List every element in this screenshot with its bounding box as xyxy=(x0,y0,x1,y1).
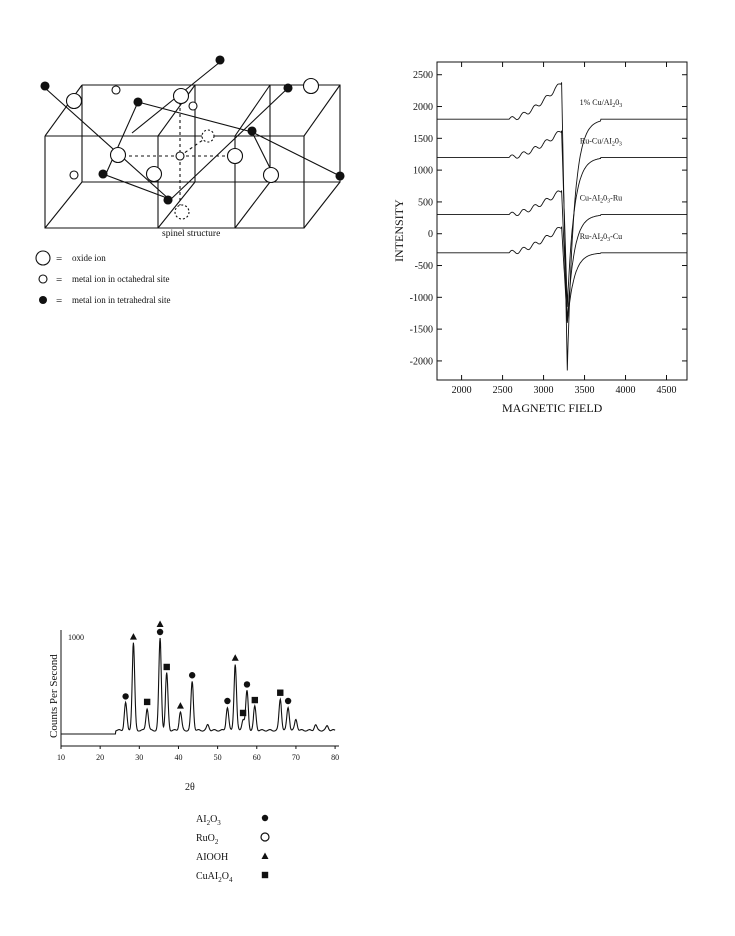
epr-ytick-label: 1000 xyxy=(413,165,433,177)
xrd-xtick-label: 60 xyxy=(252,753,261,762)
xrd-legend-label-part: 2 xyxy=(206,819,211,827)
epr-series-label xyxy=(580,194,622,205)
oxide-ion xyxy=(228,149,243,164)
epr-ylabel: INTENSITY xyxy=(392,199,406,262)
epr-label-part: 0 xyxy=(603,193,608,203)
xrd-peak-marker xyxy=(277,690,283,696)
tetrahedral-ion xyxy=(134,98,142,106)
tetrahedral-ion xyxy=(99,170,107,178)
epr-xtick-label: 4000 xyxy=(615,385,636,396)
epr-label-part: 2 xyxy=(612,103,616,110)
epr-series-line xyxy=(437,191,687,321)
tetrahedral-legend-symbol xyxy=(39,296,47,304)
xrd-legend-label xyxy=(196,833,219,846)
xrd-legend-label-part: AIOOH xyxy=(196,852,229,863)
epr-ytick-label: 0 xyxy=(428,229,433,241)
xrd-xtick-label: 50 xyxy=(213,753,222,762)
xrd-legend-label-part: 2 xyxy=(218,876,222,884)
legend-oxide-label: oxide ion xyxy=(72,253,106,263)
epr-label-part: 0 xyxy=(603,231,608,241)
xrd-legend-label-part: 4 xyxy=(228,876,233,884)
spinel-atoms xyxy=(41,56,344,219)
xrd-legend-label-part: O xyxy=(221,871,229,882)
epr-ytick-label: 500 xyxy=(418,197,433,209)
epr-label-part: 3 xyxy=(618,141,622,148)
xrd-legend-label-part: CuAI xyxy=(196,871,219,882)
xrd-xtick-label: 30 xyxy=(135,753,144,762)
epr-ytick-label: -1500 xyxy=(409,324,433,336)
tetrahedral-ion xyxy=(284,84,292,92)
xrd-legend-label-part: 2 xyxy=(214,838,219,846)
octahedral-ion xyxy=(112,86,120,94)
xrd-legend-label-part: O xyxy=(210,814,218,825)
xrd-peak-marker xyxy=(285,698,291,704)
octahedral-ion xyxy=(176,152,184,160)
epr-label-part: 2 xyxy=(611,141,615,148)
epr-label-part: 2 xyxy=(600,198,604,205)
xrd-legend-label-part: RuO xyxy=(196,833,215,844)
octahedral-ion xyxy=(202,130,214,142)
oxide-ion xyxy=(111,148,126,163)
xrd-peak-marker xyxy=(252,697,258,703)
epr-label-part: 3 xyxy=(619,103,623,110)
xrd-legend-marker xyxy=(262,815,268,821)
epr-series-line xyxy=(437,131,687,307)
octahedral-ion xyxy=(70,171,78,179)
spinel-caption: spinel structure xyxy=(162,229,221,239)
epr-label-part: Ru-AI xyxy=(579,231,601,241)
epr-series-line xyxy=(437,82,687,370)
xrd-legend-label-part: AI xyxy=(196,814,207,825)
legend-tetrahedral-label: metal ion in tetrahedral site xyxy=(72,295,171,305)
epr-xtick-label: 4500 xyxy=(656,385,677,396)
epr-series-label xyxy=(580,98,623,109)
oxide-ion xyxy=(264,168,279,183)
epr-label-part: 2 xyxy=(600,236,604,243)
tetrahedral-ion xyxy=(248,127,256,135)
xrd-peak-marker xyxy=(157,629,163,635)
epr-ytick-label: 2500 xyxy=(413,70,433,82)
xrd-peak-marker xyxy=(232,654,239,661)
epr-label-part: 3 xyxy=(607,198,611,205)
xrd-chart xyxy=(40,618,350,898)
xrd-legend xyxy=(196,814,269,884)
tetrahedral-ion xyxy=(216,56,224,64)
oxide-ion xyxy=(174,89,189,104)
xrd-peak-marker xyxy=(244,681,250,687)
spinel-legend xyxy=(36,251,170,307)
octahedral-ion xyxy=(189,102,197,110)
xrd-xtick-label: 20 xyxy=(96,753,105,762)
xrd-xtick-label: 80 xyxy=(331,753,340,762)
xrd-xtick-label: 40 xyxy=(174,753,183,762)
xrd-peak-marker xyxy=(224,698,230,704)
xrd-legend-label xyxy=(196,871,233,884)
xrd-ytick-1000: 1000 xyxy=(68,633,84,642)
epr-series-line xyxy=(437,227,687,323)
epr-series-label xyxy=(580,136,622,147)
epr-label-part: Ru-Cu/AI xyxy=(579,136,612,146)
epr-ytick-label: 1500 xyxy=(413,133,433,145)
epr-label-part: 1% Cu/AI xyxy=(579,98,613,108)
legend-eq: = xyxy=(56,253,63,265)
xrd-legend-label xyxy=(196,814,221,827)
xrd-peak-marker xyxy=(164,664,170,670)
xrd-peak-marker xyxy=(144,699,150,705)
epr-xlabel: MAGNETIC FIELD xyxy=(502,401,603,415)
spinel-lattice xyxy=(45,62,340,228)
legend-eq: = xyxy=(56,295,63,307)
epr-label-part: -Cu xyxy=(610,231,623,241)
epr-ytick-label: -1000 xyxy=(409,292,433,304)
epr-chart xyxy=(385,50,705,425)
xrd-ylabel: Counts Per Second xyxy=(48,654,60,738)
oxide-ion xyxy=(304,79,319,94)
xrd-peak-marker xyxy=(122,693,128,699)
xrd-pattern-line xyxy=(61,638,335,734)
xrd-legend-label-part: 3 xyxy=(217,819,221,827)
xrd-xtick-label: 10 xyxy=(57,753,65,762)
xrd-legend-label xyxy=(196,852,228,863)
epr-label-part: Cu-AI xyxy=(579,193,601,203)
epr-series-label xyxy=(580,232,622,243)
xrd-legend-marker xyxy=(261,833,269,841)
oxide-ion xyxy=(67,94,82,109)
xrd-peak-marker xyxy=(240,710,246,716)
epr-ytick-label: -2000 xyxy=(409,356,433,368)
oxide-legend-symbol xyxy=(36,251,50,265)
octahedral-ion xyxy=(175,205,189,219)
epr-xtick-label: 2500 xyxy=(492,385,513,396)
xrd-peak-marker xyxy=(130,633,137,640)
epr-label-part: -Ru xyxy=(610,193,623,203)
legend-eq: = xyxy=(56,274,63,286)
oxide-ion xyxy=(147,167,162,182)
epr-xtick-label: 3500 xyxy=(574,385,595,396)
spinel-figure xyxy=(30,50,360,320)
xrd-legend-marker xyxy=(262,872,268,878)
epr-label-part: 3 xyxy=(607,236,611,243)
epr-label-part: 0 xyxy=(614,136,619,146)
legend-octahedral-label: metal ion in octahedral site xyxy=(72,274,170,284)
epr-ytick-label: -500 xyxy=(414,261,433,273)
epr-xtick-label: 3000 xyxy=(533,385,554,396)
xrd-xlabel: 2θ xyxy=(185,782,195,793)
tetrahedral-ion xyxy=(41,82,49,90)
xrd-peak-marker xyxy=(189,672,195,678)
xrd-legend-marker xyxy=(262,853,269,860)
octahedral-legend-symbol xyxy=(39,275,47,283)
tetrahedral-ion xyxy=(336,172,344,180)
xrd-peak-marker xyxy=(177,702,184,709)
xrd-peak-marker xyxy=(157,621,164,628)
xrd-xtick-label: 70 xyxy=(291,753,300,762)
epr-ytick-label: 2000 xyxy=(413,102,433,114)
epr-label-part: 0 xyxy=(615,98,620,108)
tetrahedral-ion xyxy=(164,196,172,204)
epr-xtick-label: 2000 xyxy=(451,385,472,396)
